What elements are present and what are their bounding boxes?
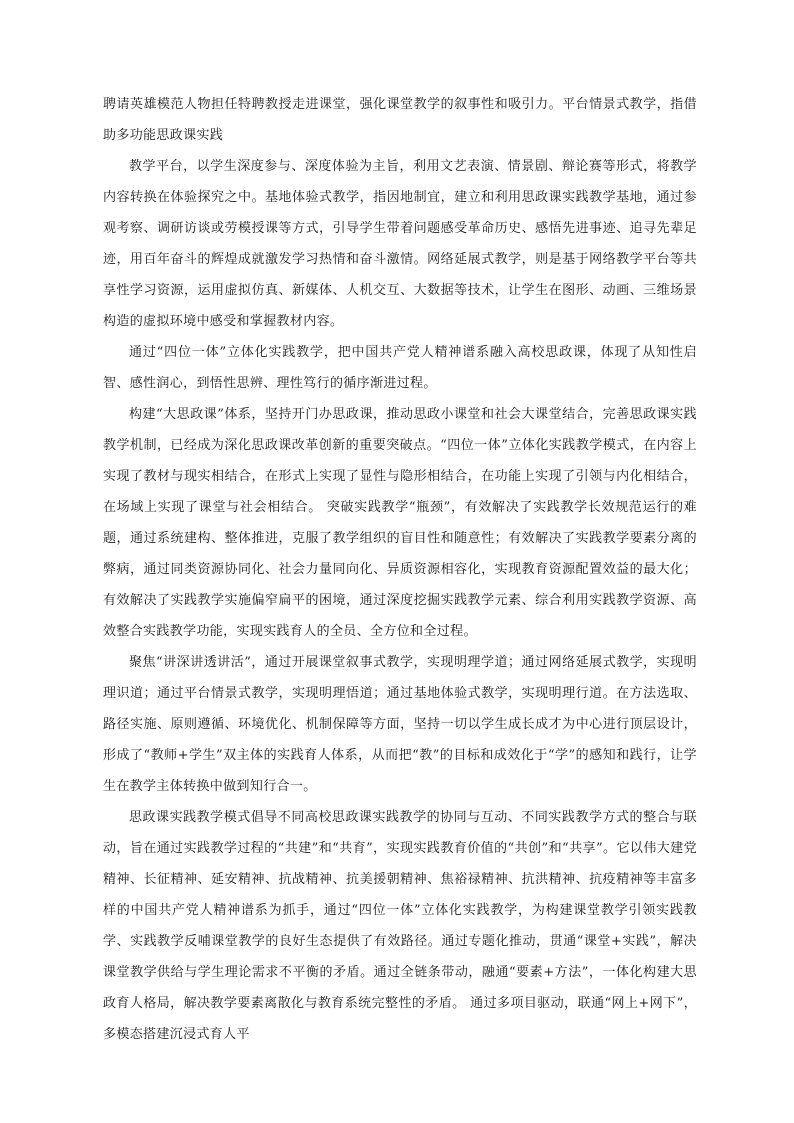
document-body (103, 89, 697, 1050)
paragraph-6: 思政课实践教学模式倡导不同高校思政课实践教学的协同与互动、不同实践教学方式的整合与联动，旨在通过实践教学过程的“共建”和“共育”，实现实践教育价值的“共创”和“共享”。它以伟大建党精神、长征精神、延安精神、抗战精神、抗美援朝精神、焦裕禄精神、抗洪精神、抗疫精神等丰富多样的中国共产党人精神谱系为抓手，通过“四位一体”立体化实践教学，为构建课堂教学引领实践教学、实践教学反哺课堂教学的良好生态提供了有效路径。通过专题化推动，贯通“课堂+实践”，解决课堂教学供给与学生理论需求不平衡的矛盾。通过全链条带动，融通“要素+方法”，一体化构建大思政育人格局，解决教学要素离散化与教育系统完整性的矛盾。 通过多项目驱动，联通“网上+网下”，多模态搭建沉浸式育人平 (103, 810, 697, 1042)
paragraph-3: 通过“四位一体”立体化实践教学，把中国共产党人精神谱系融入高校思政课，体现了从知性启智、感性润心，到悟性思辨、理性笃行的循序渐进过程。 (103, 345, 697, 391)
paragraph-1: 聘请英雄模范人物担任特聘教授走进课堂，强化课堂教学的叙事性和吸引力。平台情景式教学，指借助多功能思政课实践 (103, 97, 697, 143)
paragraph-2: 教学平台，以学生深度参与、深度体验为主旨，利用文艺表演、情景剧、辩论赛等形式，将教学内容转换在体验探究之中。基地体验式教学，指因地制宜，建立和利用思政课实践教学基地，通过参观考察、调研访谈或劳模授课等方式，引导学生带着问题感受革命历史、感悟先进事迹、追寻先辈足迹，用百年奋斗的辉煌成就激发学习热情和奋斗激情。网络延展式教学，则是基于网络教学平台等共享性学习资源，运用虚拟仿真、新媒体、人机交互、大数据等技术，让学生在图形、动画、三维场景构造的虚拟环境中感受和掌握教材内容。 (103, 159, 697, 329)
paragraph-5: 聚焦“讲深讲透讲活”，通过开展课堂叙事式教学，实现明理学道；通过网络延展式教学，实现明理识道；通过平台情景式教学，实现明理悟道；通过基地体验式教学，实现明理行道。在方法选取、路径实施、原则遵循、环境优化、机制保障等方面，坚持一切以学生成长成才为中心进行顶层设计，形成了“教师+学生”双主体的实践育人体系，从而把“教”的目标和成效化于“学”的感知和践行，让学生在教学主体转换中做到知行合一。 (103, 655, 697, 794)
paragraph-4: 构建“大思政课”体系，坚持开门办思政课，推动思政小课堂和社会大课堂结合，完善思政课实践教学机制，已经成为深化思政课改革创新的重要突破点。“四位一体”立体化实践教学模式，在内容上实现了教材与现实相结合，在形式上实现了显性与隐形相结合，在功能上实现了引领与内化相结合，在场域上实现了课堂与社会相结合。 突破实践教学“瓶颈”，有效解决了实践教学长效规范运行的难题，通过系统建构、整体推进，克服了教学组织的盲目性和随意性；有效解决了实践教学要素分离的弊病，通过同类资源协同化、社会力量同向化、异质资源相容化，实现教育资源配置效益的最大化；有效解决了实践教学实施偏窄扁平的困境，通过深度挖掘实践教学元素、综合利用实践教学资源、高效整合实践教学功能，实现实践育人的全员、全方位和全过程。 (103, 407, 697, 639)
